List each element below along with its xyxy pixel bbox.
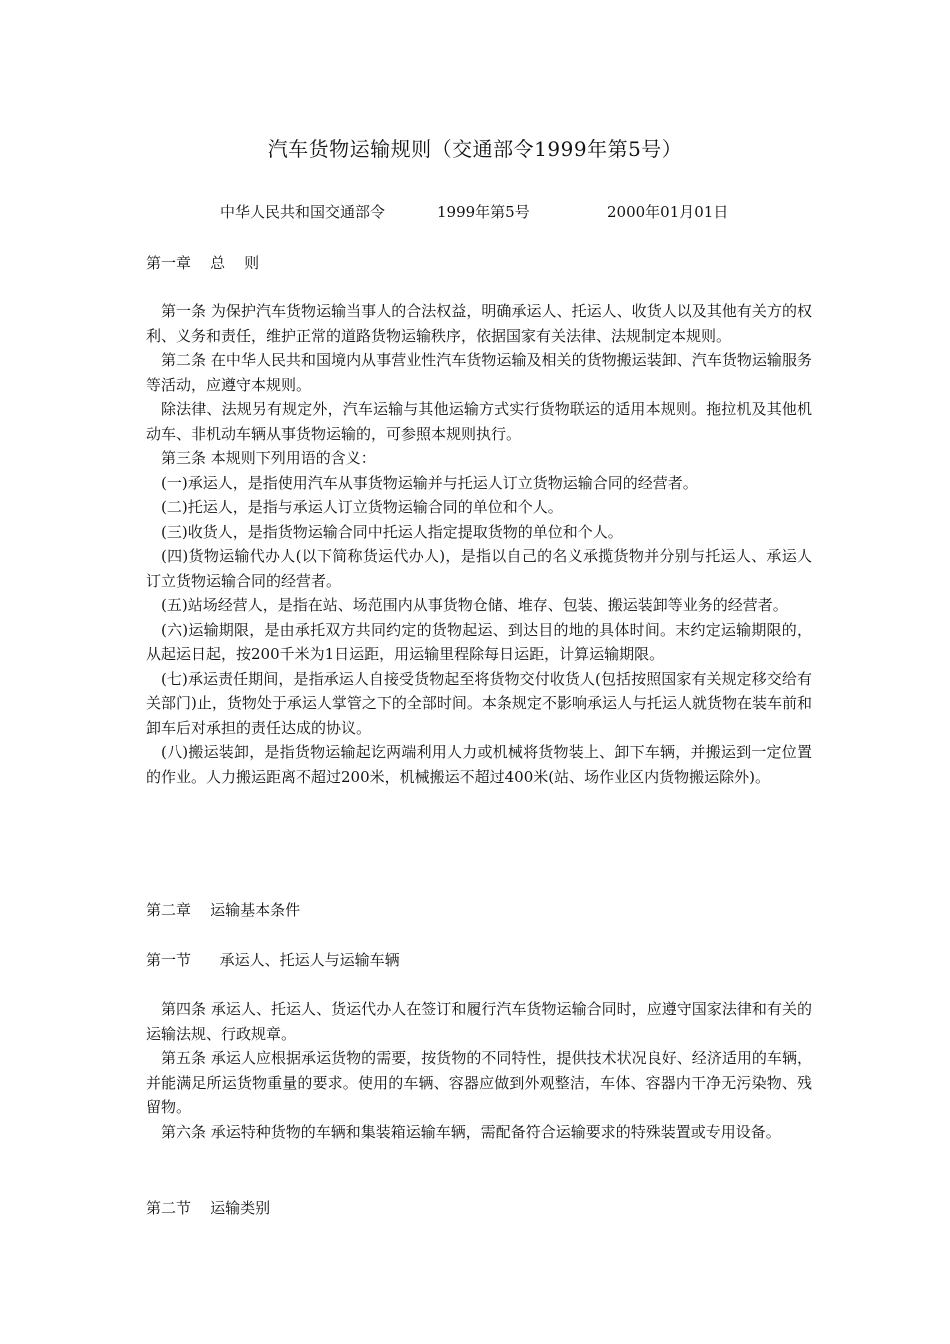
article-paragraph: 第四条 承运人、托运人、货运代办人在签订和履行汽车货物运输合同时，应遵守国家法律和有关的运输法规、行政规章。 xyxy=(146,1000,812,1043)
article-paragraph: 第一条 为保护汽车货物运输当事人的合法权益，明确承运人、托运人、收货人以及其他有关方的权利、义务和责任，维护正常的道路货物运输秩序，依据国家有关法律、法规制定本规则。 xyxy=(146,302,812,345)
section-heading: 第二节 运输类别 xyxy=(146,1199,271,1217)
section2-heading-block xyxy=(146,1196,812,1221)
article-paragraph: 除法律、法规另有规定外，汽车运输与其他运输方式实行货物联运的适用本规则。拖拉机及其他机动车、非机动车辆从事货物运输的，可参照本规则执行。 xyxy=(146,400,812,443)
chapter-heading: 第二章 运输基本条件 xyxy=(146,901,301,919)
chapter-heading: 第一章 总 则 xyxy=(146,254,260,272)
chapter1-heading-block xyxy=(146,251,812,276)
document-title: 汽车货物运输规则（交通部令1999年第5号） xyxy=(267,137,683,161)
decree-number: 1999年第5号 xyxy=(437,203,530,221)
issuer-text: 中华人民共和国交通部令 xyxy=(220,203,386,221)
definition-item: (八)搬运装卸，是指货物运输起讫两端利用人力或机械将货物装上、卸下车辆，并搬运到一定位置的作业。人力搬运距离不超过200米，机械搬运不超过400米(站、场作业区内货物搬运除外)。 xyxy=(146,743,812,786)
article-paragraph: 第二条 在中华人民共和国境内从事营业性汽车货物运输及相关的货物搬运装卸、汽车货物运输服务等活动，应遵守本规则。 xyxy=(146,351,812,394)
definition-item: (二)托运人，是指与承运人订立货物运输合同的单位和个人。 xyxy=(161,498,563,516)
definition-item: (四)货物运输代办人(以下简称货运代办人)，是指以自己的名义承揽货物并分别与托运人、承运人订立货物运输合同的经营者。 xyxy=(146,547,812,590)
effective-date: 2000年01月01日 xyxy=(607,203,729,221)
section1-body xyxy=(146,997,812,1144)
article-paragraph: 第五条 承运人应根据承运货物的需要，按货物的不同特性，提供技术状况良好、经济适用的车辆，并能满足所运货物重量的要求。使用的车辆、容器应做到外观整洁，车体、容器内干净无污染物、残留物。 xyxy=(146,1049,812,1116)
article-paragraph: 第六条 承运特种货物的车辆和集装箱运输车辆，需配备符合运输要求的特殊装置或专用设备。 xyxy=(161,1122,781,1141)
article-paragraph: 第三条 本规则下列用语的含义： xyxy=(161,449,376,467)
definition-item: (一)承运人，是指使用汽车从事货物运输并与托运人订立货物运输合同的经营者。 xyxy=(161,473,698,492)
definition-item: (七)承运责任期间，是指承运人自接受货物起至将货物交付收货人(包括按照国家有关规定移交给有关部门)止，货物处于承运人掌管之下的全部时间。本条规定不影响承运人与托运人就货物在装车前和卸车后对承担的责任达成的协议。 xyxy=(146,669,812,737)
definition-item: (三)收货人，是指货物运输合同中托运人指定提取货物的单位和个人。 xyxy=(161,522,623,541)
definition-item: (六)运输期限，是由承托双方共同约定的货物起运、到达目的地的具体时间。末约定运输期限的，从起运日起，按200千米为1日运距，用运输里程除每日运距，计算运输期限。 xyxy=(146,620,812,663)
section-heading: 第一节 承运人、托运人与运输车辆 xyxy=(146,951,400,969)
chapter2-heading-block xyxy=(146,898,812,923)
section1-heading-block xyxy=(146,948,812,973)
definition-item: (五)站场经营人，是指在站、场范围内从事货物仓储、堆存、包装、搬运装卸等业务的经营者。 xyxy=(161,596,788,614)
chapter1-body xyxy=(146,299,812,789)
